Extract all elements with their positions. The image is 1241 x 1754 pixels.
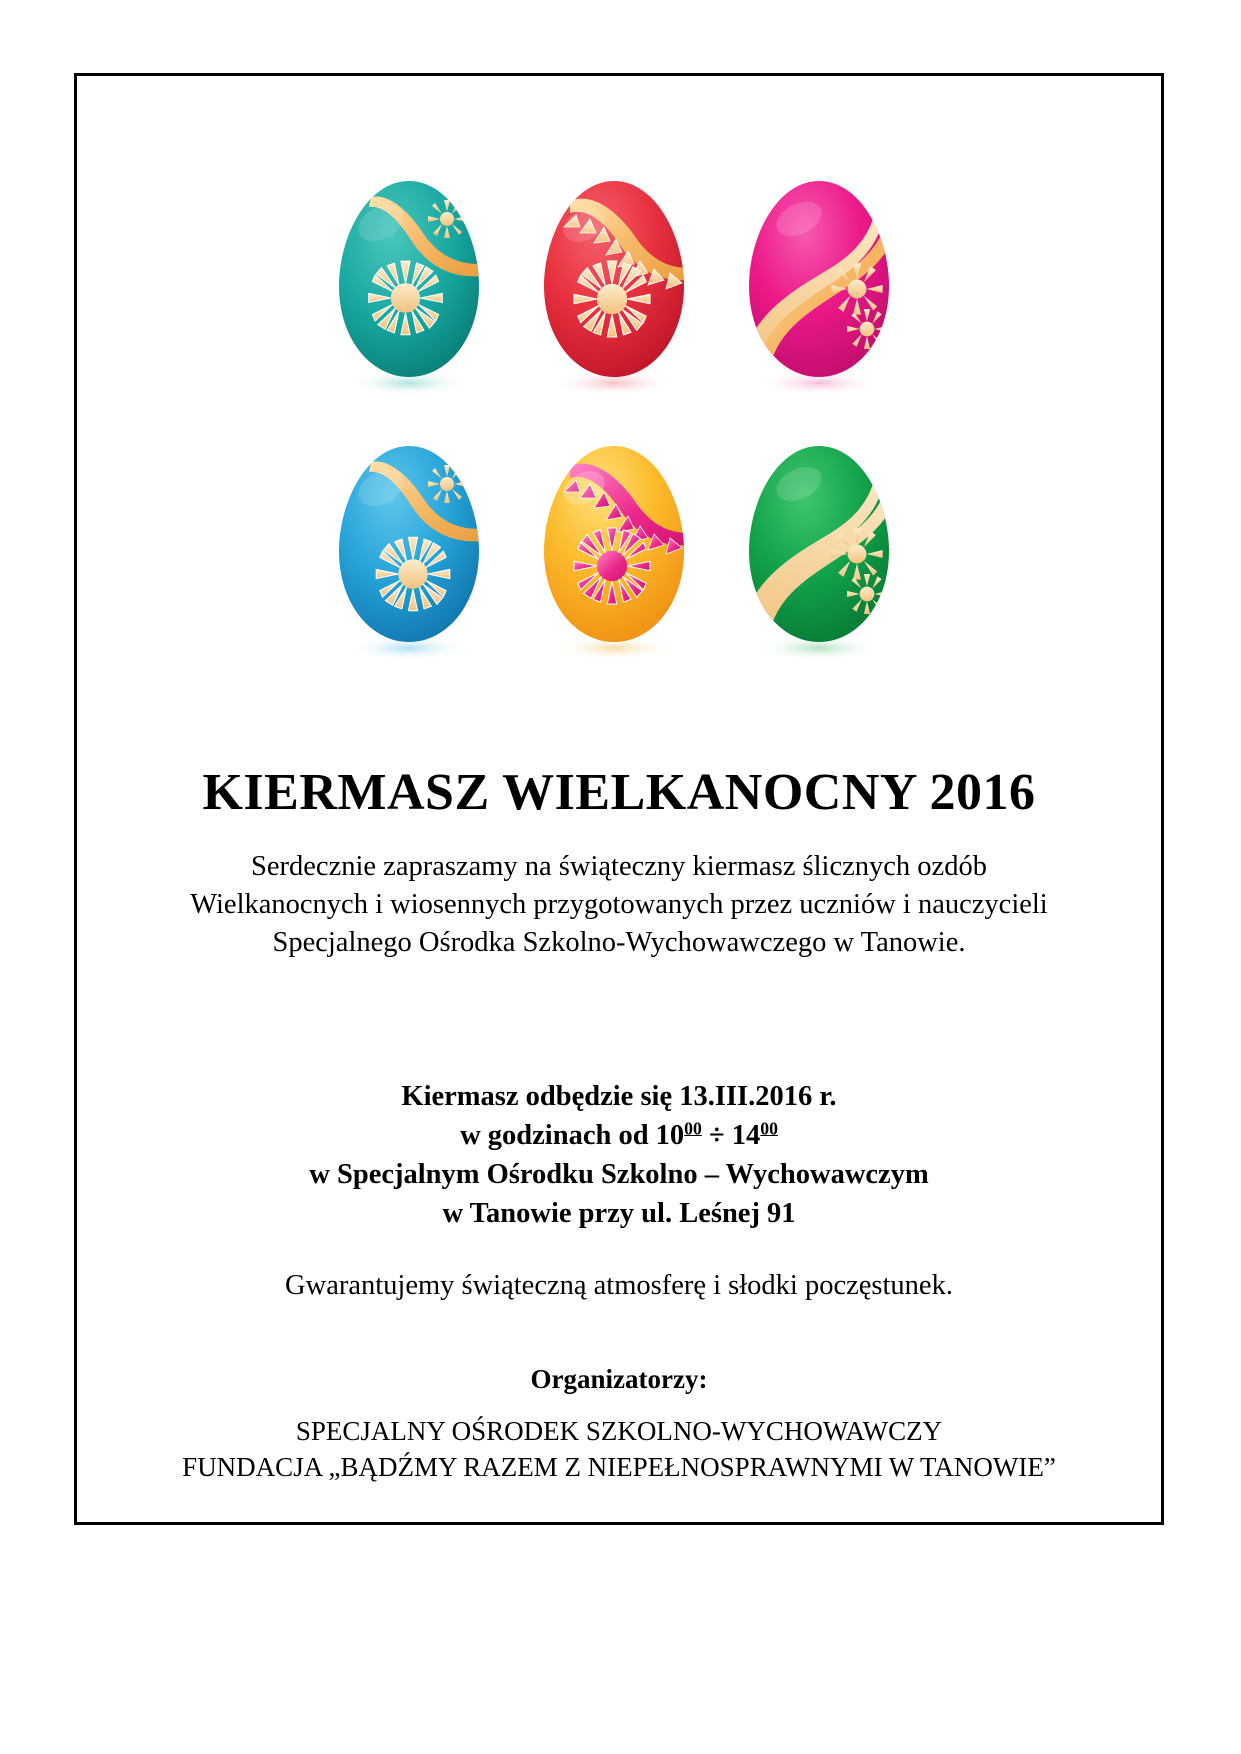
intro-line-2: Wielkanocnych i wiosennych przygotowanych przez uczniów i nauczycieli <box>190 888 1048 920</box>
event-address-line: w Tanowie przy ul. Leśnej 91 <box>442 1198 796 1230</box>
intro-paragraph <box>77 848 1161 962</box>
page-title: KIERMASZ WIELKANOCNY 2016 <box>202 763 1036 821</box>
event-hours-end-superscript: 00 <box>760 1118 778 1139</box>
egg-red <box>544 181 696 396</box>
egg-teal <box>339 181 489 396</box>
event-hours-start-superscript: 00 <box>684 1118 702 1139</box>
egg-blue <box>339 446 489 661</box>
eggs-svg <box>309 161 929 706</box>
egg-yellow <box>544 446 696 661</box>
event-hours-separator: ÷ 14 <box>701 1120 761 1152</box>
guarantee-line: Gwarantujemy świąteczną atmosferę i słodki poczęstunek. <box>285 1270 953 1301</box>
intro-line-3: Specjalnego Ośrodka Szkolno-Wychowawczego w Tanowie. <box>272 926 966 958</box>
intro-line-1: Serdecznie zapraszamy na świąteczny kiermasz ślicznych ozdób <box>251 851 987 882</box>
organizers-heading: Organizatorzy: <box>530 1364 708 1394</box>
poster-content <box>77 76 1161 1522</box>
event-place-line: w Specjalnym Ośrodku Szkolno – Wychowawczym <box>309 1159 929 1191</box>
organizer-line-2: FUNDACJA „BĄDŹMY RAZEM Z NIEPEŁNOSPRAWNYMI W TANOWIE” <box>182 1451 1056 1482</box>
easter-eggs-illustration <box>77 161 1161 706</box>
event-date-line: Kiermasz odbędzie się 13.III.2016 r. <box>401 1081 837 1112</box>
organizer-line-1: SPECJALNY OŚRODEK SZKOLNO-WYCHOWAWCZY <box>295 1416 943 1446</box>
organizers-list <box>77 1414 1161 1486</box>
egg-green <box>739 446 901 661</box>
egg-pink <box>739 181 901 396</box>
event-hours-line <box>77 1116 1161 1155</box>
event-hours-prefix: w godzinach od 10 <box>460 1120 685 1152</box>
event-details-block <box>77 1077 1161 1233</box>
